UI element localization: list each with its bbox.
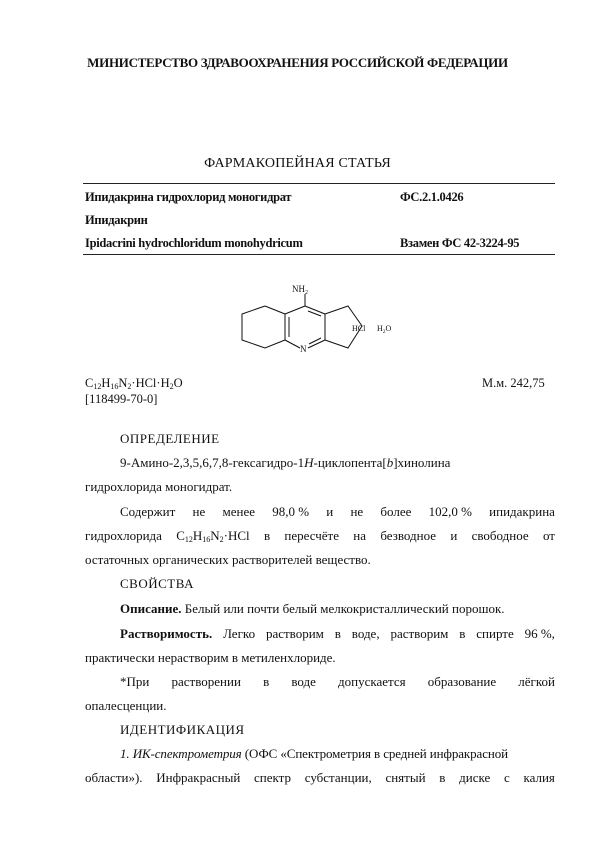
structural-formula	[230, 278, 430, 358]
nitrogen-label: N	[300, 344, 307, 354]
solubility-line-1: Растворимость. Легко растворим в воде, растворим в спирте 96 %,	[120, 626, 555, 641]
note-line-1: *При растворении в воде допускается образование лёгкой	[120, 674, 555, 689]
name-latin: Ipidacrini hydrochloridum monohydricum	[85, 236, 303, 250]
note-line-2: опалесценции.	[85, 698, 167, 713]
identification-line-2: области»). Инфракрасный спектр субстанции, снятый в диске с калия	[85, 770, 555, 785]
content-line-3: остаточных органических растворителей вещество.	[85, 552, 371, 567]
cas-number: [118499-70-0]	[85, 392, 158, 406]
definition-chemical-name: 9-Амино-2,3,5,6,7,8-гексагидро-1H-циклопента[b]хинолина	[120, 455, 451, 470]
ministry-header: МИНИСТЕРСТВО ЗДРАВООХРАНЕНИЯ РОССИЙСКОЙ ФЕДЕРАЦИИ	[87, 55, 508, 70]
description-paragraph: Описание. Белый или почти белый мелкокристаллический порошок.	[120, 601, 505, 616]
definition-heading: ОПРЕДЕЛЕНИЕ	[120, 431, 220, 446]
divider-bottom	[83, 254, 555, 255]
article-code: ФС.2.1.0426	[400, 190, 464, 204]
replaces-note: Взамен ФС 42-3224-95	[400, 236, 520, 250]
content-formula: $C_{12}H_{16}N_2\cdot HCl$	[176, 528, 250, 544]
identification-heading: ИДЕНТИФИКАЦИЯ	[120, 722, 245, 737]
hcl-label: HCl	[352, 324, 366, 333]
identification-item-1: 1. ИК-спектрометрия (ОФС «Спектрометрия в средней инфракрасной	[120, 746, 508, 761]
water-label: $H_2O$	[377, 324, 392, 335]
molecular-mass: М.м. 242,75	[482, 376, 545, 390]
short-name: Ипидакрин	[85, 213, 148, 227]
divider-top	[83, 183, 555, 184]
properties-heading: СВОЙСТВА	[120, 576, 194, 591]
content-line-1: Содержит не менее 98,0 % и не более 102,0 % ипидакрина	[120, 504, 555, 519]
molecule-bonds	[242, 294, 362, 348]
definition-chemical-name-cont: гидрохлорида моногидрат.	[85, 479, 233, 494]
content-line-2: гидрохлорида $C_{12}H_{16}N_2\cdot HCl$ в пересчёте на безводное и свободное от	[85, 528, 555, 544]
article-type-title: ФАРМАКОПЕЙНАЯ СТАТЬЯ	[204, 156, 391, 171]
molecular-formula: $C_{12}H_{16}N_2\cdot HCl\cdot H_2O$	[85, 376, 183, 391]
solubility-line-2: практически нерастворим в метиленхлориде.	[85, 650, 336, 665]
name-russian: Ипидакрина гидрохлорид моногидрат	[85, 190, 292, 204]
amine-label: $NH_2$	[292, 284, 308, 296]
